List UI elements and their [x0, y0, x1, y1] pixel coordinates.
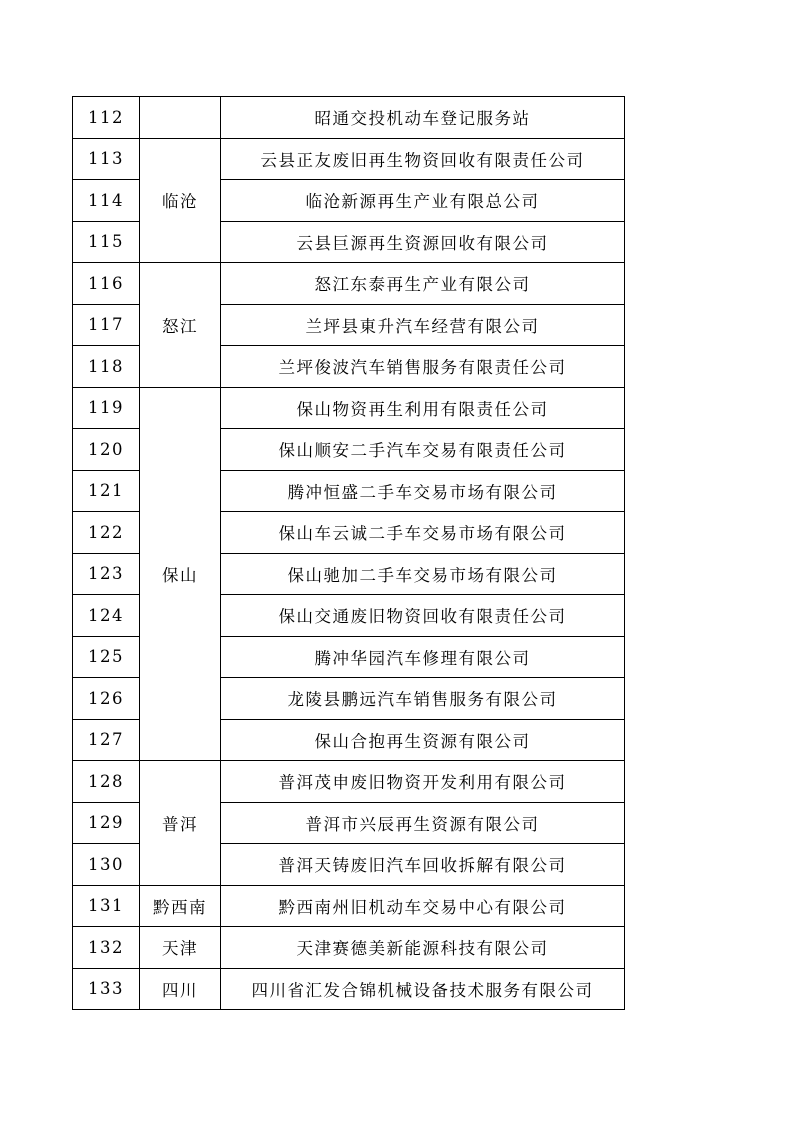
company-name: 保山顺安二手汽车交易有限责任公司 [221, 429, 625, 471]
company-name: 云县正友废旧再生物资回收有限责任公司 [221, 138, 625, 180]
row-number: 113 [73, 138, 140, 180]
table-row [73, 97, 625, 139]
company-name: 普洱天铸废旧汽车回收拆解有限公司 [221, 844, 625, 886]
row-number: 126 [73, 678, 140, 720]
region-cell: 临沧 [140, 138, 221, 263]
row-number: 121 [73, 470, 140, 512]
row-number: 116 [73, 263, 140, 305]
company-name: 云县巨源再生资源回收有限公司 [221, 221, 625, 263]
row-number: 114 [73, 180, 140, 222]
company-name: 兰坪俊波汽车销售服务有限责任公司 [221, 346, 625, 388]
region-cell: 怒江 [140, 263, 221, 388]
row-number: 131 [73, 885, 140, 927]
table-row [73, 885, 625, 927]
region-cell: 四川 [140, 968, 221, 1010]
company-name: 腾冲恒盛二手车交易市场有限公司 [221, 470, 625, 512]
company-name: 天津赛德美新能源科技有限公司 [221, 927, 625, 969]
row-number: 115 [73, 221, 140, 263]
row-number: 122 [73, 512, 140, 554]
row-number: 132 [73, 927, 140, 969]
row-number: 130 [73, 844, 140, 886]
row-number: 128 [73, 761, 140, 803]
company-name: 保山车云诚二手车交易市场有限公司 [221, 512, 625, 554]
company-name: 普洱市兴辰再生资源有限公司 [221, 802, 625, 844]
table-row [73, 138, 625, 180]
company-name: 兰坪县東升汽车经营有限公司 [221, 304, 625, 346]
company-name: 昭通交投机动车登记服务站 [221, 97, 625, 139]
row-number: 120 [73, 429, 140, 471]
region-cell: 黔西南 [140, 885, 221, 927]
company-name: 普洱茂申废旧物资开发利用有限公司 [221, 761, 625, 803]
company-name: 保山交通废旧物资回收有限责任公司 [221, 595, 625, 637]
company-name: 怒江东泰再生产业有限公司 [221, 263, 625, 305]
row-number: 129 [73, 802, 140, 844]
row-number: 123 [73, 553, 140, 595]
table-row [73, 968, 625, 1010]
row-number: 117 [73, 304, 140, 346]
table-row [73, 761, 625, 803]
region-cell [140, 97, 221, 139]
company-name: 保山物资再生利用有限责任公司 [221, 387, 625, 429]
company-name: 黔西南州旧机动车交易中心有限公司 [221, 885, 625, 927]
table-row [73, 927, 625, 969]
company-name: 保山合抱再生资源有限公司 [221, 719, 625, 761]
row-number: 118 [73, 346, 140, 388]
row-number: 119 [73, 387, 140, 429]
row-number: 127 [73, 719, 140, 761]
region-cell: 普洱 [140, 761, 221, 886]
row-number: 133 [73, 968, 140, 1010]
region-cell: 保山 [140, 387, 221, 761]
company-name: 龙陵县鹏远汽车销售服务有限公司 [221, 678, 625, 720]
company-table [72, 96, 625, 1010]
row-number: 112 [73, 97, 140, 139]
company-name: 四川省汇发合锦机械设备技术服务有限公司 [221, 968, 625, 1010]
company-name: 保山驰加二手车交易市场有限公司 [221, 553, 625, 595]
row-number: 125 [73, 636, 140, 678]
table-row [73, 387, 625, 429]
region-cell: 天津 [140, 927, 221, 969]
row-number: 124 [73, 595, 140, 637]
company-name: 腾冲华园汽车修理有限公司 [221, 636, 625, 678]
table-row [73, 263, 625, 305]
table-body [73, 97, 625, 1010]
company-name: 临沧新源再生产业有限总公司 [221, 180, 625, 222]
